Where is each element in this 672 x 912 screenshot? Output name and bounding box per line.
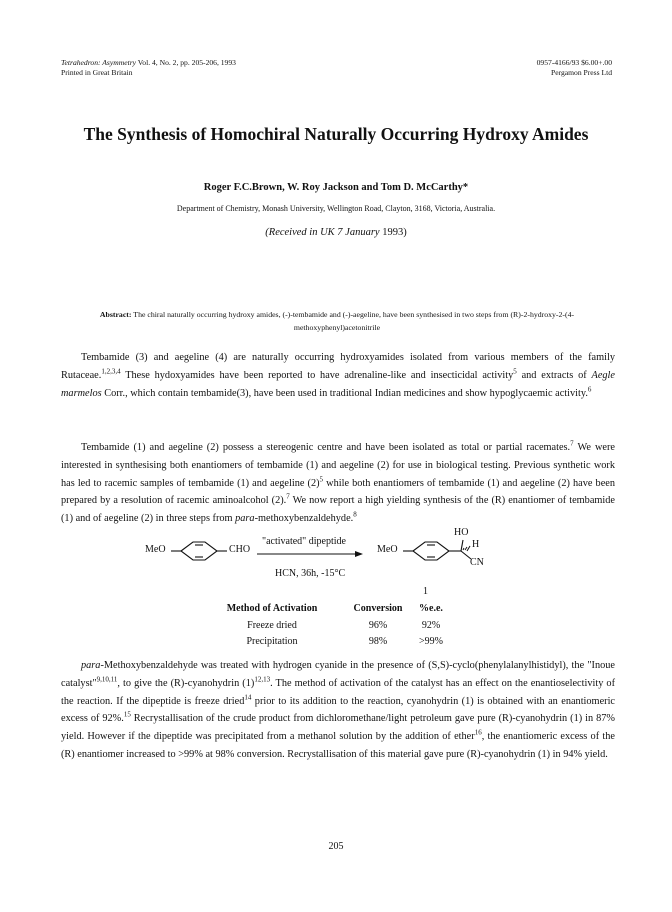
table-cell-ee: >99% [419,636,443,647]
p2-ref-2: 5 [319,475,324,484]
journal-name: Tetrahedron: Asymmetry [61,58,137,67]
p2-text-b: We were interested in synthesising both enantiomers of tembamide (1) and aegeline (2) for use in biological testing. Previous synthetic work has led to racemic samples of tembamide (1) and aegeline (2) [61,442,615,489]
p3-text-f: , the enantiomeric excess of the (R) enantiomer increased to >99% at 98% conversion. Recrystallisation of this material gave pure (R)-cyanohydrin (1) in 94% yield. [61,731,615,760]
product-compound-number: 1 [423,586,428,597]
p1-text-c: and extracts of [516,369,592,381]
p2-text-a: Tembamide (1) and aegeline (2) possess a stereogenic centre and have been isolated as total or partial racemates. [81,442,571,453]
authors: Roger F.C.Brown, W. Roy Jackson and Tom D. McCarthy* [203,182,469,193]
header-method: Method of Activation [226,603,318,614]
table-cell-conversion: 96% [368,619,388,631]
paragraph-1 [61,349,615,402]
product-h-label: H [472,539,480,550]
header-ee: %e.e. [419,603,443,614]
p3-text-e: Recrystallisation of the crude product from dichloromethane/light petroleum gave pure (R)-cyanohydrin (1) in 87% yield. However if the dipeptide was precipitated from a methanol solution by the addition of ether [61,713,615,743]
stereo-hash-bond [463,546,470,551]
reagent-bottom-label: HCN, 36h, -15°C [275,568,346,579]
p1-ref-1: 1,2,3,4 [101,367,121,376]
p3-para: para [81,660,101,671]
table-cell-conversion: 98% [368,636,388,647]
p2-ref-4: 8 [353,510,357,519]
reaction-scheme [145,526,525,604]
reactant-benzene-ring [171,542,227,560]
p3-text-b: , to give the (R)-cyanohydrin (1) [117,677,255,689]
reagent-top-label: "activated" dipeptide [262,536,346,547]
p2-ref-3: 7 [286,492,290,501]
received-date [0,227,672,238]
p2-ref-1: 7 [570,439,574,448]
product-cn-label: CN [470,557,484,568]
paper-title: The Synthesis of Homochiral Naturally Occurring Hydroxy Amides [83,124,589,144]
reaction-arrow [257,551,363,557]
p3-text-c: . The method of activation of the catalyst has an effect on the enantioselectivity of the reaction. If the dipeptide is freeze dried [61,677,615,707]
table-header-row [212,603,472,620]
received-text: (Received in UK 7 January [265,227,380,238]
p1-ref-3: 6 [587,385,592,394]
p1-species: Aegle marmelos [61,369,615,399]
page-number: 205 [328,841,344,852]
journal-price [537,58,612,78]
abstract-label: Abstract: [99,310,132,319]
p2-text-d: We now report a high yielding synthesis of the (R) enantiomer of tembamide (1) and of aegeline (2) in three steps from [61,495,615,525]
p1-text-b: These hydoxyamides have been reported to have adrenaline-like and insecticidal activity [120,369,514,381]
header-conversion: Conversion [353,603,403,614]
abstract-text: The chiral naturally occurring hydroxy amides, (-)-tembamide and (-)-aegeline, have been synthesised in two steps from (R)-2-hydroxy-2-(4-methoxyphenyl)acetonitrile [131,310,575,332]
journal-citation [61,58,236,78]
table-cell-ee: 92% [421,619,441,631]
table-row [212,620,472,637]
p3-text-a: -Methoxybenzaldehyde was treated with hydrogen cyanide in the presence of (S,S)-cyclo(phenylalanylhistidyl), the "Inoue catalyst" [61,660,615,689]
product-meo-label: MeO [377,544,398,555]
reactant-cho-label: CHO [229,544,251,555]
product-benzene-ring [403,540,471,560]
paragraph-3 [61,657,615,764]
p1-ref-2: 5 [513,367,517,376]
p1-text-a: Tembamide (3) and aegeline (4) are naturally occurring hydroxyamides isolated from various members of the family Rutaceae. [61,352,615,381]
p3-ref-3: 14 [244,693,252,702]
activation-table [212,603,472,653]
paragraph-2 [61,439,615,528]
table-row [212,636,472,653]
p2-text-c: while both enantiomers of tembamide (1) and aegeline (2) have been prepared by a resolution of racemic aminoalcohol (2). [61,477,615,507]
p3-ref-1: 9,10,11 [96,675,118,684]
issn-price: 0957-4166/93 $6.00+.00 [536,58,612,67]
p3-ref-4: 15 [123,710,131,719]
table-cell-method: Freeze dried [247,619,297,631]
p1-text-d: Corr., which contain tembamide(3), have been used in traditional Indian medicines and show hypoglycaemic activity. [101,387,588,399]
abstract [66,308,608,334]
p3-text-d: prior to its addition to the reaction, cyanohydrin (1) is obtained with an enantiomeric excess of 92%. [61,695,615,725]
reactant-meo-label: MeO [145,544,166,555]
affiliation: Department of Chemistry, Monash University, Wellington Road, Clayton, 3168, Victoria, Australia. [176,204,496,213]
p2-text-e: -methoxybenzaldehyde. [254,513,354,525]
table-cell-method: Precipitation [246,636,298,647]
printed-location: Printed in Great Britain [61,68,133,77]
journal-volume: Vol. 4, No. 2, pp. 205-206, 1993 [136,58,236,67]
product-ho-label: HO [454,527,469,538]
p3-ref-5: 16 [474,728,482,737]
p2-para: para [235,513,255,525]
p3-ref-2: 12,13 [254,675,271,684]
publisher: Pergamon Press Ltd [550,68,612,77]
received-year: 1993) [379,227,407,238]
